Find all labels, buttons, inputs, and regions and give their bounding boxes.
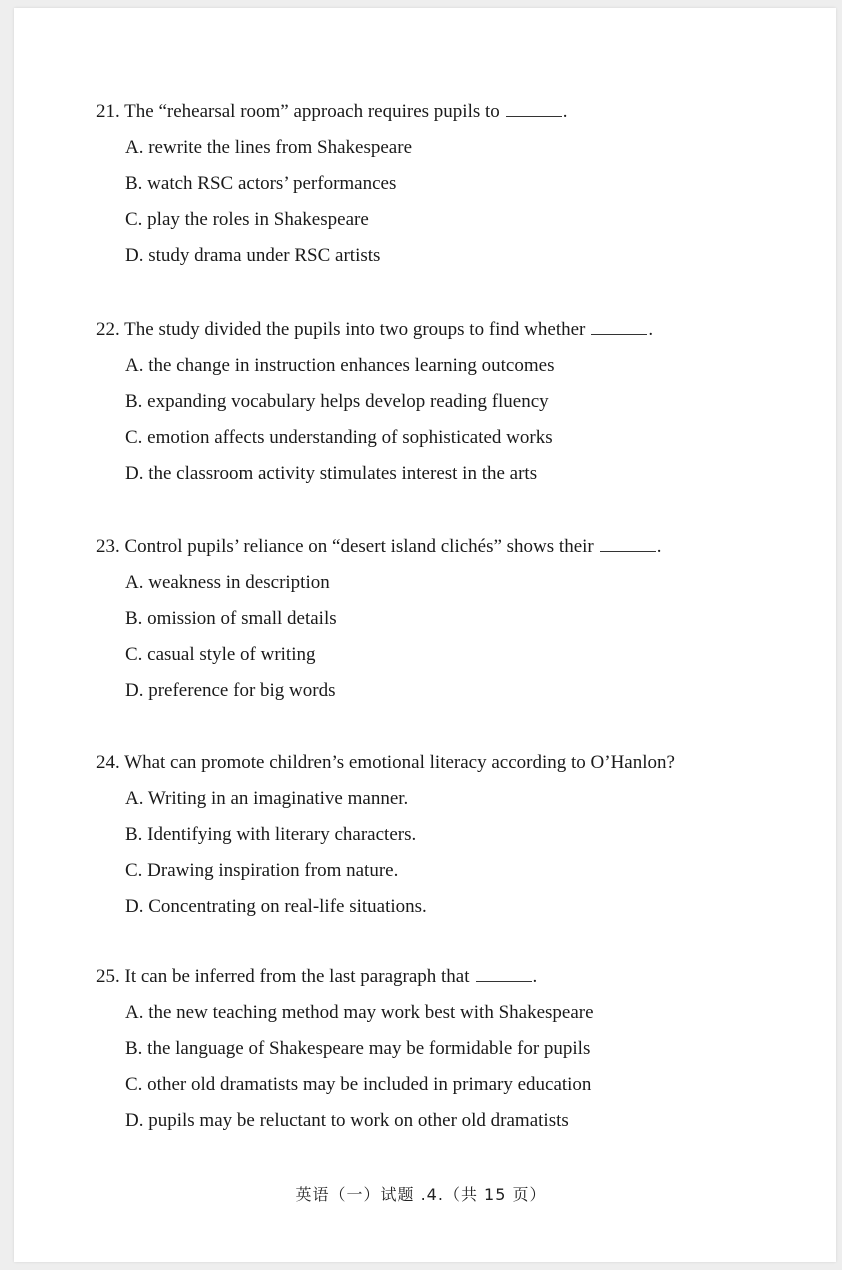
option-d: D. Concentrating on real-life situations. [125,896,427,917]
answer-blank [600,535,656,552]
answer-blank [506,100,562,117]
option-b: B. omission of small details [125,608,337,629]
option-d: D. pupils may be reluctant to work on other old dramatists [125,1110,569,1131]
option-a: A. the change in instruction enhances learning outcomes [125,355,555,376]
question-end-punctuation: . [656,536,662,557]
question-23 [96,535,796,703]
option-b: B. watch RSC actors’ performances [125,173,397,194]
question-stem [96,318,796,342]
option-d: D. study drama under RSC artists [125,245,381,266]
question-stem-text: 24. What can promote children’s emotional literacy according to O’Hanlon? [96,752,675,773]
answer-blank [476,965,532,982]
answer-blank [591,318,647,335]
option-a: A. the new teaching method may work best with Shakespeare [125,1002,594,1023]
option-b: B. Identifying with literary characters. [125,824,417,845]
option-d: D. the classroom activity stimulates interest in the arts [125,463,538,484]
option-list [96,787,796,919]
option-d: D. preference for big words [125,680,336,701]
question-stem-text: 25. It can be inferred from the last paragraph that [96,966,470,987]
option-c: C. casual style of writing [125,644,316,665]
option-a: A. Writing in an imaginative manner. [125,788,409,809]
option-c: C. other old dramatists may be included in primary education [125,1074,592,1095]
page-footer: 英语（一）试题 .4.（共 15 页） [295,1185,547,1204]
option-c: C. Drawing inspiration from nature. [125,860,399,881]
question-24 [96,751,796,919]
question-22 [96,318,796,486]
question-stem-text: 21. The “rehearsal room” approach requires pupils to [96,101,500,122]
question-21 [96,100,796,268]
option-b: B. the language of Shakespeare may be formidable for pupils [125,1038,591,1059]
question-25 [96,965,796,1133]
option-c: C. play the roles in Shakespeare [125,209,369,230]
question-stem [96,100,796,124]
option-list [96,571,796,703]
option-b: B. expanding vocabulary helps develop reading fluency [125,391,549,412]
question-stem [96,535,796,559]
question-stem [96,965,796,989]
option-a: A. rewrite the lines from Shakespeare [125,137,413,158]
question-end-punctuation: . [562,101,568,122]
question-end-punctuation: . [648,319,654,340]
option-list [96,136,796,268]
option-list [96,354,796,486]
question-stem-text: 23. Control pupils’ reliance on “desert island clichés” shows their [96,536,594,557]
question-stem [96,751,796,775]
option-list [96,1001,796,1133]
question-stem-text: 22. The study divided the pupils into two groups to find whether [96,319,586,340]
question-end-punctuation: . [532,966,538,987]
option-c: C. emotion affects understanding of sophisticated works [125,427,553,448]
option-a: A. weakness in description [125,572,330,593]
